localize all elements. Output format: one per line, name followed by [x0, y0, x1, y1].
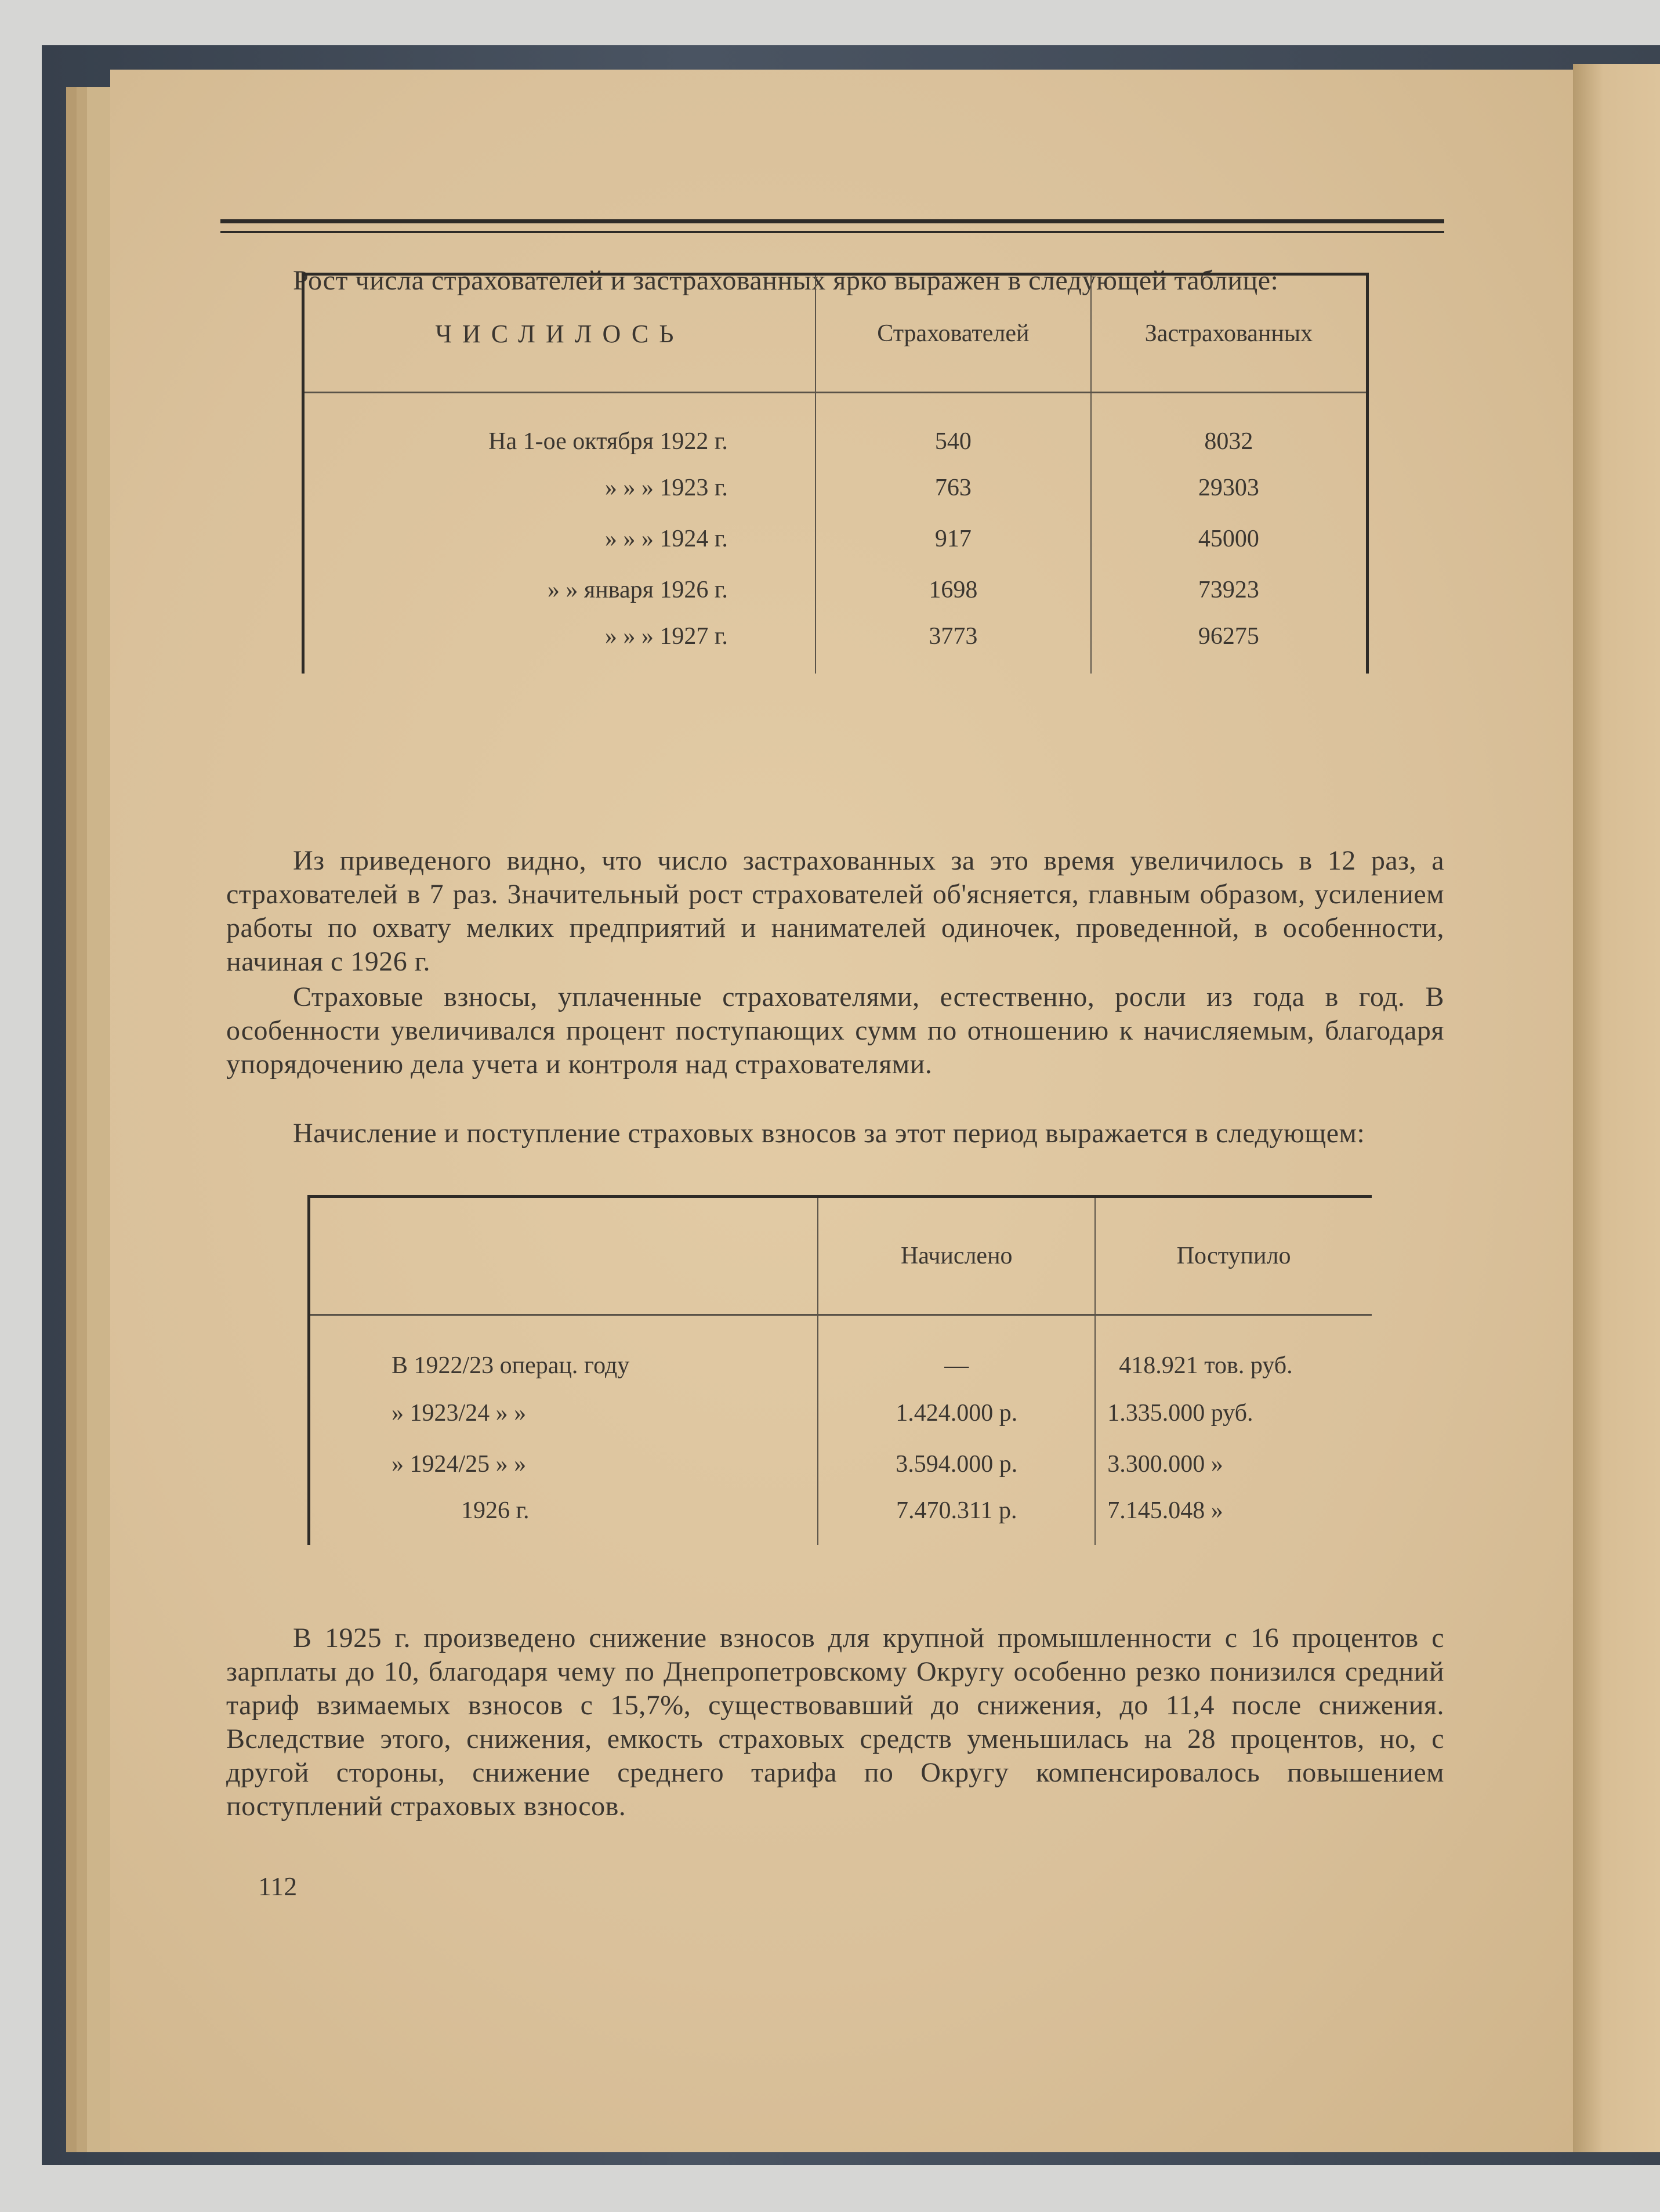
- table1-row-label: » » января 1926 г.: [303, 564, 815, 616]
- table2-header-row: [309, 1197, 1372, 1315]
- header-rule-top: [220, 219, 1444, 223]
- header-rule-bottom: [220, 231, 1444, 233]
- table2-accrued-value: —: [818, 1315, 1095, 1388]
- table1-insurers-value: 917: [815, 513, 1091, 564]
- table2-received-value: 3.300.000 »: [1095, 1439, 1372, 1490]
- table1-insurers-value: 1698: [815, 564, 1091, 616]
- table1-header-counted: ЧИСЛИЛОСЬ: [303, 274, 815, 393]
- table2-header-period: [309, 1197, 818, 1315]
- table2-row-label: В 1922/23 операц. году: [309, 1315, 818, 1388]
- table2-header-accrued: Начислено: [818, 1197, 1095, 1315]
- table-row: [303, 564, 1368, 616]
- table-row: [303, 462, 1368, 513]
- table2-row-label: » 1924/25 » »: [309, 1439, 818, 1490]
- table-row: [309, 1439, 1372, 1490]
- table2-accrued-value: 3.594.000 р.: [818, 1439, 1095, 1490]
- table1-row-label: » » » 1923 г.: [303, 462, 815, 513]
- intro-paragraph: Рост числа страхователей и застрахованных ярко выражен в следующей таблице:: [293, 265, 1279, 296]
- table2-header-received: Поступило: [1095, 1197, 1372, 1315]
- table2-row-label: » 1923/24 » »: [309, 1388, 818, 1439]
- table2-accrued-value: 1.424.000 р.: [818, 1388, 1095, 1439]
- next-page-edge: [1573, 64, 1660, 2152]
- table1-header-row: [303, 274, 1368, 393]
- table1-header-insurers: Страхователей: [815, 274, 1091, 393]
- table2-received-value: 1.335.000 руб.: [1095, 1388, 1372, 1439]
- table1-header-insured: Застрахованных: [1091, 274, 1368, 393]
- paragraph-growth: Из приведеного видно, что число застрахованных за это время увеличилось в 12 раз, а страхователей в 7 раз. Значительный рост страхователей об'ясняется, главным образом, усилением работы по охвату мелких предприятий и нанимателей одиночек, проведенной, в особенности, начиная с 1926 г.: [226, 845, 1444, 977]
- table-row: [309, 1490, 1372, 1545]
- table-row: [309, 1315, 1372, 1388]
- table1-insured-value: 29303: [1091, 462, 1368, 513]
- paragraph-tariff-reduction: В 1925 г. произведено снижение взносов для крупной промышленности с 16 процентов с зарплаты до 10, благодаря чему по Днепропетровскому Округу особенно резко понизился средний тариф взимаемых взносов с 15,7%, существовавший до снижения, до 11,4 после снижения. Вследствие этого, снижения, емкость страховых средств уменьшилась на 28 процентов, но, с другой стороны, снижение среднего тарифа по Округу компенсировалось повышением поступлений страховых взносов.: [226, 1623, 1444, 1822]
- table1-insured-value: 8032: [1091, 393, 1368, 462]
- table1-insurers-value: 763: [815, 462, 1091, 513]
- table2-received-value: 418.921 тов. руб.: [1095, 1315, 1372, 1388]
- table1-row-label: На 1-ое октября 1922 г.: [303, 393, 815, 462]
- paragraph-accrual-intro: Начисление и поступление страховых взносов за этот период выражается в следующем:: [293, 1118, 1365, 1149]
- table1-insurers-value: 540: [815, 393, 1091, 462]
- table-row: [303, 393, 1368, 462]
- table1-row-label: » » » 1927 г.: [303, 616, 815, 674]
- table-row: [303, 616, 1368, 674]
- insured-count-table: [302, 273, 1369, 674]
- table1-insured-value: 45000: [1091, 513, 1368, 564]
- table1-row-label: » » » 1924 г.: [303, 513, 815, 564]
- table2-received-value: 7.145.048 »: [1095, 1490, 1372, 1545]
- contributions-table: [307, 1195, 1372, 1545]
- table-row: [303, 513, 1368, 564]
- table1-insured-value: 73923: [1091, 564, 1368, 616]
- paragraph-contributions: Страховые взносы, уплаченные страхователями, естественно, росли из года в год. В особенности увеличивался процент поступающих сумм по отношению к начисляемым, благодаря упорядочению дела учета и контроля над страхователями.: [226, 982, 1444, 1080]
- table2-row-label: 1926 г.: [309, 1490, 818, 1545]
- table1-insured-value: 96275: [1091, 616, 1368, 674]
- table2-accrued-value: 7.470.311 р.: [818, 1490, 1095, 1545]
- table1-insurers-value: 3773: [815, 616, 1091, 674]
- table-row: [309, 1388, 1372, 1439]
- page-number: 112: [258, 1871, 298, 1901]
